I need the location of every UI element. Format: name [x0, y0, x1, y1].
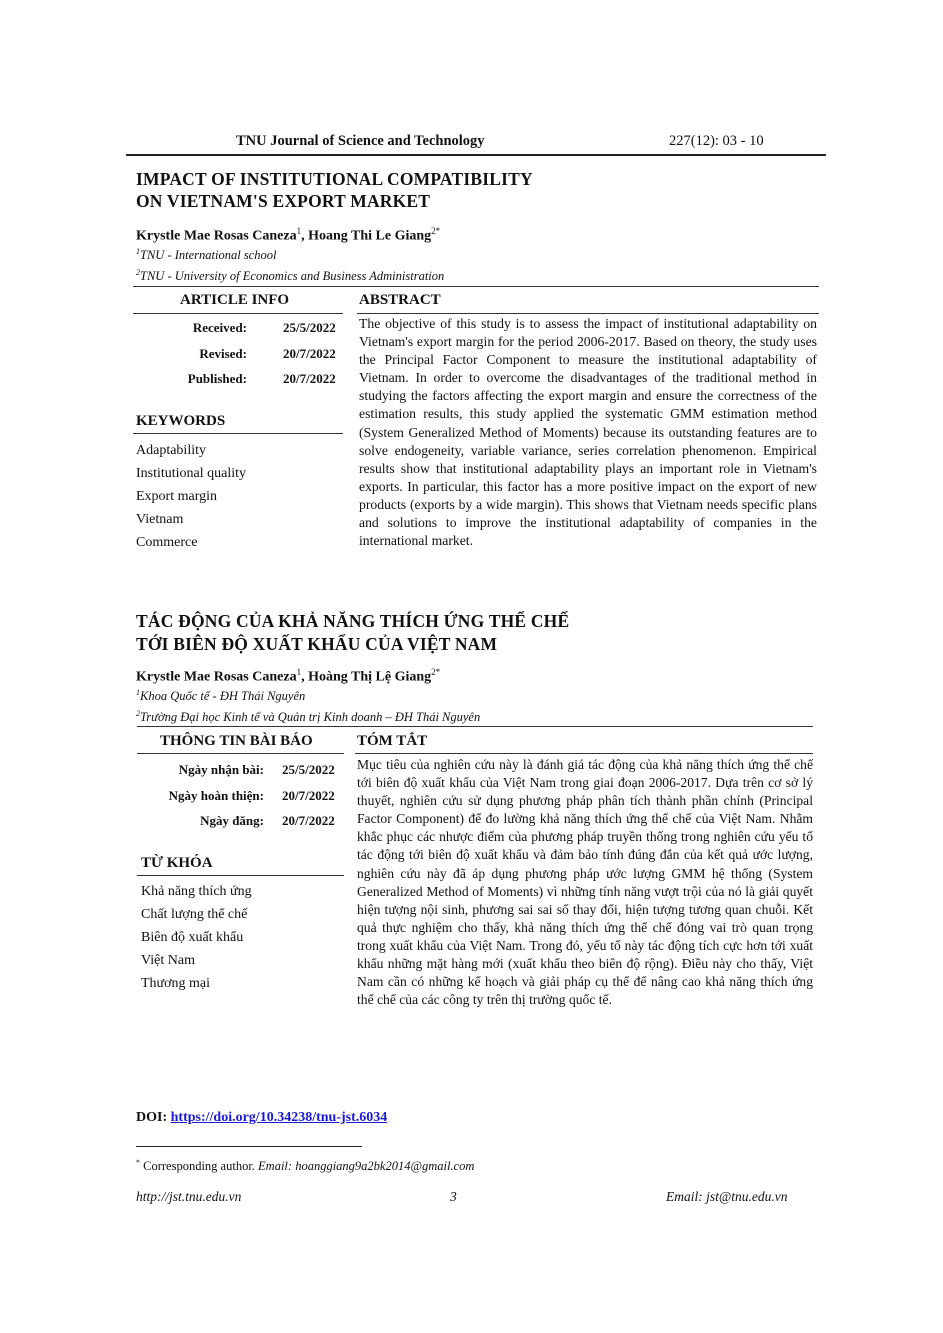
footer-page-number: 3 — [450, 1189, 457, 1204]
published-date: 20/7/2022 — [283, 371, 336, 386]
revised-label-vi: Ngày hoàn thiện: — [168, 788, 264, 803]
footnote-rule — [136, 1146, 362, 1147]
published-label-vi: Ngày đăng: — [200, 813, 264, 828]
keywords-heading-vi: TỪ KHÓA — [141, 855, 213, 871]
published-row — [0, 371, 360, 391]
keywords-heading: KEYWORDS — [136, 413, 226, 429]
received-date: 25/5/2022 — [283, 320, 336, 335]
received-row — [0, 320, 360, 340]
author1-sup: 1 — [296, 226, 302, 236]
author2-name: Hoang Thi Le Giang — [308, 228, 432, 244]
footer-email[interactable]: Email: jst@tnu.edu.vn — [666, 1189, 788, 1204]
keyword-item: Thương mại — [141, 976, 211, 991]
volume-pages: 227(12): 03 - 10 — [669, 133, 764, 149]
revised-label: Revised: — [199, 346, 247, 361]
affiliation-2-text: Trường Đại học Kinh tế và Quản trị Kinh doanh – ĐH Thái Nguyên — [140, 710, 481, 725]
affiliation-1-sup: 1 — [136, 247, 140, 256]
footnote-text: Corresponding author. — [140, 1159, 259, 1174]
doi-line — [136, 1110, 387, 1126]
affiliation-2-text: TNU - University of Economics and Business Administration — [140, 269, 445, 284]
keyword-item: Adaptability — [136, 443, 206, 458]
english-title — [136, 168, 533, 212]
vietnamese-title-line1: TÁC ĐỘNG CỦA KHẢ NĂNG THÍCH ỨNG THỂ CHẾ — [136, 611, 570, 631]
author1-name: Krystle Mae Rosas Caneza — [136, 228, 297, 244]
affiliation-2-sup: 2 — [136, 268, 140, 278]
keyword-item: Khả năng thích ứng — [141, 884, 252, 899]
vietnamese-title — [136, 610, 569, 656]
affiliation-2 — [136, 705, 480, 726]
english-abstract-text: The objective of this study is to assess the impact of institutional adaptability on Vietnam's export margin for the period 2006-2017. Based on theory, the study uses the Principal Factor Component to measure the institutional adaptability of Vietnam. In order to overcome the disadvantages of the traditional method in studying the factors affecting the export margin and ensure the correctness of the estimation results, this study applied the systematic GMM estimation method (System Generalized Method of Moments) because its outstanding features are to solve endogeneity, variable variance, series correlation phenomenon. Empirical results show that institutional adaptability plays an important role in Vietnam's exports. In particular, this factor has a more positive impact on the export of new products (exports by a wide margin). This shows that Vietnam needs specific plans and solutions to improve the institutional adaptability of companies in the international market. — [359, 316, 817, 549]
keywords-list-vi — [141, 880, 252, 995]
received-label: Received: — [192, 320, 247, 335]
received-label-vi: Ngày nhận bài: — [178, 762, 264, 777]
info-left-rule — [133, 313, 343, 314]
footnote-email: Email: hoanggiang9a2bk2014@gmail.com — [258, 1159, 475, 1174]
affiliation-1-sup: 1 — [136, 688, 140, 697]
revised-date-vi: 20/7/2022 — [282, 788, 335, 803]
affiliation-1-text: Khoa Quốc tế - ĐH Thái Nguyên — [140, 689, 306, 704]
revised-date: 20/7/2022 — [283, 346, 336, 361]
footer-website[interactable]: http://jst.tnu.edu.vn — [136, 1189, 242, 1204]
vietnamese-authors — [136, 667, 440, 686]
published-row-vi — [0, 813, 360, 833]
author1-name: Krystle Mae Rosas Caneza — [136, 669, 297, 685]
english-affiliations — [136, 243, 444, 285]
author-separator: , — [301, 228, 309, 244]
vietnamese-abstract-text: Mục tiêu của nghiên cứu này là đánh giá tác động của khả năng thích ứng thể chế tới biên độ xuất khẩu của Việt Nam trong giai đoạn 2006-2017. Dựa trên cơ sở lý thuyết, nghiên cứu sử dụng phương pháp phân tích thành phần chính (Principal Factor Component) để đo lường khả năng thích ứng thể chế của Việt Nam. Nhằm khắc phục các nhược điểm của phương pháp truyền thống trong nghiên cứu yếu tố tác động tới biên độ xuất khẩu và đảm bảo tính đúng đắn của kết quả ước lượng, nghiên cứu này đã áp dụng phương pháp ước lượng GMM hệ thống (System Generalized Method of Moments) vì những tính năng vượt trội của nó là giải quyết hiện tượng nội sinh, phương sai sai số thay đổi, hiện tượng tương quan chuỗi. Kết quả thực nghiệm cho thấy, khả năng thích ứng thể chế đóng vai trò quan trọng trong xuất khẩu của Việt Nam. Trong đó, yếu tố này tác động tích cực hơn tới xuất khẩu những mặt hàng mới (xuất khẩu theo biên độ rộng). Điều này cho thấy, Việt Nam cần có những kế hoạch và giải pháp cụ thể để nâng cao khả năng thích ứng thể chế của các công ty trên thị trường quốc tế. — [357, 757, 813, 1008]
english-title-line2: ON VIETNAM'S EXPORT MARKET — [136, 191, 431, 211]
keywords-rule — [137, 875, 344, 876]
header-rule — [126, 154, 826, 156]
english-authors — [136, 226, 440, 245]
info-right-rule — [355, 753, 813, 754]
revised-row — [0, 346, 360, 366]
doi-link[interactable]: https://doi.org/10.34238/tnu-jst.6034 — [170, 1110, 388, 1125]
keyword-item: Institutional quality — [136, 466, 247, 481]
affiliation-1-text: TNU - International school — [140, 248, 277, 263]
affiliation-2 — [136, 264, 444, 285]
info-top-rule — [137, 726, 813, 727]
keyword-item: Việt Nam — [141, 953, 195, 968]
abstract-heading-vi: TÓM TẮT — [357, 733, 428, 749]
affiliation-1 — [136, 243, 444, 264]
keywords-rule — [133, 433, 343, 434]
vietnamese-title-line2: TỚI BIÊN ĐỘ XUẤT KHẨU CỦA VIỆT NAM — [136, 634, 498, 654]
info-right-rule — [357, 313, 819, 314]
keyword-item: Biên độ xuất khẩu — [141, 930, 244, 945]
author2-name: Hoàng Thị Lệ Giang — [308, 669, 432, 685]
keyword-item: Chất lượng thể chế — [141, 907, 248, 922]
revised-row-vi — [0, 788, 360, 808]
received-date-vi: 25/5/2022 — [282, 762, 335, 777]
corresponding-author-footnote — [136, 1158, 474, 1174]
author-separator: , — [301, 669, 309, 685]
abstract-heading: ABSTRACT — [359, 292, 441, 308]
affiliation-1 — [136, 684, 480, 705]
keyword-item: Vietnam — [136, 512, 184, 527]
author1-sup: 1 — [296, 667, 302, 677]
author2-sup: 2* — [431, 667, 441, 677]
journal-name: TNU Journal of Science and Technology — [236, 133, 485, 149]
received-row-vi — [0, 762, 360, 782]
author2-sup: 2* — [431, 226, 441, 236]
info-top-rule — [133, 286, 819, 287]
english-title-line1: IMPACT OF INSTITUTIONAL COMPATIBILITY — [136, 169, 533, 189]
keywords-list — [136, 439, 246, 554]
doi-label: DOI: — [136, 1110, 171, 1125]
article-info-heading-vi: THÔNG TIN BÀI BÁO — [160, 733, 313, 749]
footnote-mark: * — [136, 1158, 140, 1167]
vietnamese-affiliations — [136, 684, 480, 726]
keyword-item: Export margin — [136, 489, 218, 504]
article-info-heading: ARTICLE INFO — [180, 292, 290, 308]
info-left-rule — [137, 753, 344, 754]
published-date-vi: 20/7/2022 — [282, 813, 335, 828]
keyword-item: Commerce — [136, 535, 198, 550]
published-label: Published: — [187, 371, 247, 386]
affiliation-2-sup: 2 — [136, 709, 140, 719]
